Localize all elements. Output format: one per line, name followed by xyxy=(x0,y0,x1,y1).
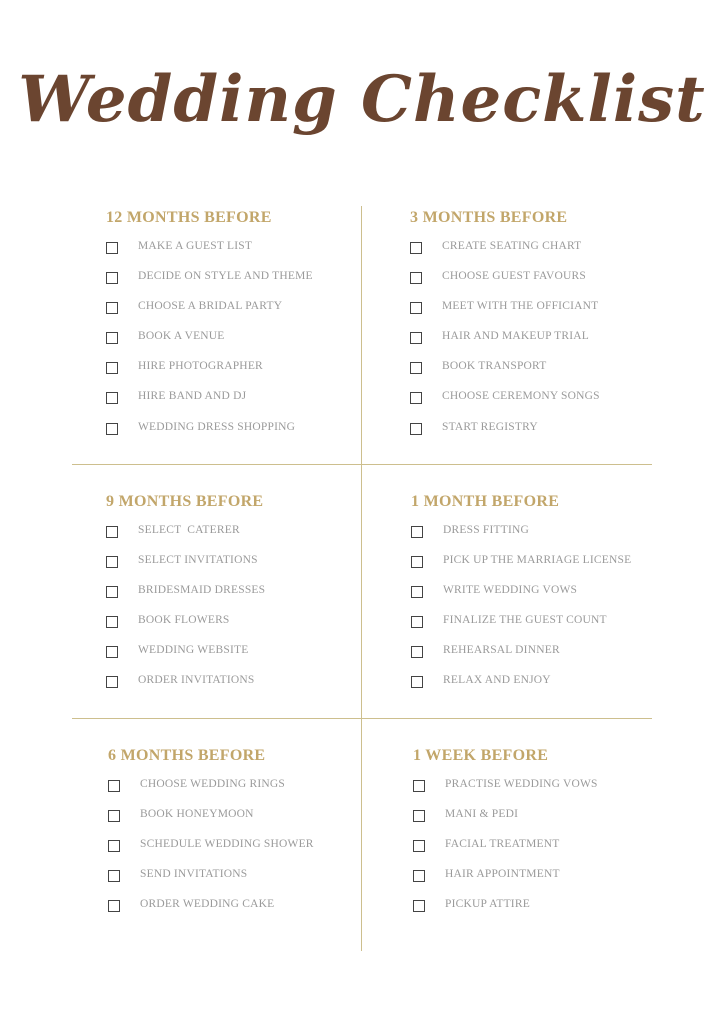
checklist-item[interactable] xyxy=(410,417,567,447)
checklist-item-label: MAKE A GUEST LIST xyxy=(138,240,253,252)
checklist-item[interactable] xyxy=(106,610,263,640)
checklist-item-label: WEDDING WEBSITE xyxy=(138,644,249,657)
checklist-item-label: BOOK HONEYMOON xyxy=(140,808,254,821)
checklist-item[interactable] xyxy=(413,834,560,864)
checklist-item-label: START REGISTRY xyxy=(442,420,538,433)
checklist-item-label: MANI & PEDI xyxy=(445,808,519,821)
checklist-item[interactable] xyxy=(106,550,263,580)
checkbox[interactable] xyxy=(106,586,118,598)
checklist-item[interactable] xyxy=(106,356,272,386)
checklist-item[interactable] xyxy=(106,296,283,326)
checklist-item-label: FINALIZE THE GUEST COUNT xyxy=(443,614,607,627)
section-3-months xyxy=(410,208,600,447)
checklist-item[interactable] xyxy=(411,520,559,550)
horizontal-divider xyxy=(72,718,652,719)
checkbox[interactable] xyxy=(106,362,118,374)
checklist-item-label: PICKUP ATTIRE xyxy=(445,898,530,911)
page-title: Wedding Checklist xyxy=(18,62,706,137)
checklist-item[interactable] xyxy=(106,386,272,416)
checkbox[interactable] xyxy=(106,616,118,628)
checkbox[interactable] xyxy=(410,272,422,284)
checklist-item-label: SCHEDULE WEDDING SHOWER xyxy=(140,838,314,851)
checklist-item[interactable] xyxy=(106,236,272,266)
horizontal-divider xyxy=(72,464,652,465)
checklist-item-label: MEET WITH THE OFFICIANT xyxy=(442,300,599,313)
checklist-item-label: SELECT CATERER xyxy=(138,524,240,536)
checklist-item-label: HIRE PHOTOGRAPHER xyxy=(138,360,263,373)
checkbox[interactable] xyxy=(411,556,423,568)
checklist-item[interactable] xyxy=(108,804,265,834)
checklist-item[interactable] xyxy=(410,236,582,266)
checklist-item-label: HAIR APPOINTMENT xyxy=(445,868,560,881)
checkbox[interactable] xyxy=(413,840,425,852)
section-1-week xyxy=(413,746,598,924)
section-6-months xyxy=(108,746,314,924)
section-heading: 6 MONTHS BEFORE xyxy=(108,747,266,764)
checkbox[interactable] xyxy=(413,780,425,792)
checklist-item[interactable] xyxy=(413,804,548,834)
checkbox[interactable] xyxy=(106,556,118,568)
checkbox[interactable] xyxy=(108,900,120,912)
checklist xyxy=(411,520,632,701)
checkbox[interactable] xyxy=(410,392,422,404)
checklist-item-label: ORDER INVITATIONS xyxy=(138,674,255,687)
checkbox[interactable] xyxy=(106,242,118,254)
checklist-item-label: BOOK FLOWERS xyxy=(138,614,230,627)
checklist-item[interactable] xyxy=(411,550,632,580)
checkbox[interactable] xyxy=(108,810,120,822)
checklist-item[interactable] xyxy=(106,417,296,447)
checklist-item-label: WRITE WEDDING VOWS xyxy=(443,584,578,597)
checklist-item-label: CHOOSE A BRIDAL PARTY xyxy=(138,300,283,313)
checkbox[interactable] xyxy=(106,676,118,688)
checklist-item[interactable] xyxy=(413,894,548,924)
checklist-item-label: FACIAL TREATMENT xyxy=(445,838,560,851)
checklist-item[interactable] xyxy=(106,266,313,296)
section-heading: 1 WEEK BEFORE xyxy=(413,747,549,764)
checkbox[interactable] xyxy=(410,362,422,374)
checklist xyxy=(413,774,598,924)
checkbox[interactable] xyxy=(411,526,423,538)
checkbox[interactable] xyxy=(413,870,425,882)
checkbox[interactable] xyxy=(411,616,423,628)
checklist-item-label: CREATE SEATING CHART xyxy=(442,240,582,252)
section-heading: 1 MONTH BEFORE xyxy=(411,493,560,510)
checklist-item-label: PRACTISE WEDDING VOWS xyxy=(445,778,598,790)
checklist-item-label: DECIDE ON STYLE AND THEME xyxy=(138,270,313,283)
checklist-item-label: WEDDING DRESS SHOPPING xyxy=(138,420,296,433)
checklist-item-label: CHOOSE CEREMONY SONGS xyxy=(442,390,600,403)
checklist-item-label: DRESS FITTING xyxy=(443,524,529,536)
checklist-item[interactable] xyxy=(410,386,600,416)
checklist-item-label: BOOK TRANSPORT xyxy=(442,360,547,373)
checklist-item-label: HAIR AND MAKEUP TRIAL xyxy=(442,330,589,343)
checklist-item-label: ORDER WEDDING CAKE xyxy=(140,898,275,911)
checklist-item[interactable] xyxy=(106,640,263,670)
checklist-item-label: CHOOSE WEDDING RINGS xyxy=(140,778,285,790)
checklist-item[interactable] xyxy=(106,326,272,356)
checkbox[interactable] xyxy=(410,423,422,435)
section-12-months xyxy=(106,208,313,447)
checkbox[interactable] xyxy=(108,780,120,792)
checkbox[interactable] xyxy=(106,392,118,404)
checklist xyxy=(106,236,313,447)
checklist-item[interactable] xyxy=(410,266,586,296)
checklist-item[interactable] xyxy=(108,894,275,924)
checklist-item[interactable] xyxy=(108,774,285,804)
checkbox[interactable] xyxy=(413,900,425,912)
checkbox[interactable] xyxy=(106,646,118,658)
checkbox[interactable] xyxy=(410,242,422,254)
checklist-item-label: CHOOSE GUEST FAVOURS xyxy=(442,270,586,283)
checklist xyxy=(106,520,266,701)
vertical-divider xyxy=(361,206,362,951)
checklist-item[interactable] xyxy=(108,864,265,894)
checkbox[interactable] xyxy=(106,332,118,344)
section-heading: 12 MONTHS BEFORE xyxy=(106,209,272,226)
checkbox[interactable] xyxy=(411,676,423,688)
checklist-item[interactable] xyxy=(108,834,314,864)
checkbox[interactable] xyxy=(413,810,425,822)
checklist-item-label: BRIDESMAID DRESSES xyxy=(138,584,266,597)
checkbox[interactable] xyxy=(411,646,423,658)
checklist-item-label: SEND INVITATIONS xyxy=(140,868,248,881)
checkbox[interactable] xyxy=(108,870,120,882)
checklist-item[interactable] xyxy=(411,640,559,670)
section-9-months xyxy=(106,492,266,701)
checklist xyxy=(410,236,600,447)
checkbox[interactable] xyxy=(410,332,422,344)
section-1-month xyxy=(411,492,632,701)
checklist-item[interactable] xyxy=(413,864,560,894)
section-heading: 9 MONTHS BEFORE xyxy=(106,493,264,510)
checklist-item[interactable] xyxy=(411,670,559,700)
checklist-item[interactable] xyxy=(411,580,578,610)
checklist-item[interactable] xyxy=(411,610,607,640)
checklist-item[interactable] xyxy=(106,520,263,550)
checklist-item[interactable] xyxy=(410,326,589,356)
checklist-item-label: HIRE BAND AND DJ xyxy=(138,390,247,403)
checkbox[interactable] xyxy=(106,272,118,284)
checkbox[interactable] xyxy=(411,586,423,598)
checkbox[interactable] xyxy=(108,840,120,852)
checklist-item[interactable] xyxy=(106,580,266,610)
checklist-item-label: RELAX AND ENJOY xyxy=(443,674,551,687)
checklist xyxy=(108,774,314,924)
checklist-item[interactable] xyxy=(410,356,567,386)
checkbox[interactable] xyxy=(410,302,422,314)
checkbox[interactable] xyxy=(106,423,118,435)
checklist-item-label: PICK UP THE MARRIAGE LICENSE xyxy=(443,554,632,567)
checkbox[interactable] xyxy=(106,526,118,538)
section-heading: 3 MONTHS BEFORE xyxy=(410,209,568,226)
checklist-item[interactable] xyxy=(410,296,599,326)
checklist-item-label: BOOK A VENUE xyxy=(138,330,225,343)
checklist-item[interactable] xyxy=(106,670,263,700)
checklist-item-label: SELECT INVITATIONS xyxy=(138,554,258,567)
checklist-item[interactable] xyxy=(413,774,598,804)
checkbox[interactable] xyxy=(106,302,118,314)
checklist-item-label: REHEARSAL DINNER xyxy=(443,644,560,657)
